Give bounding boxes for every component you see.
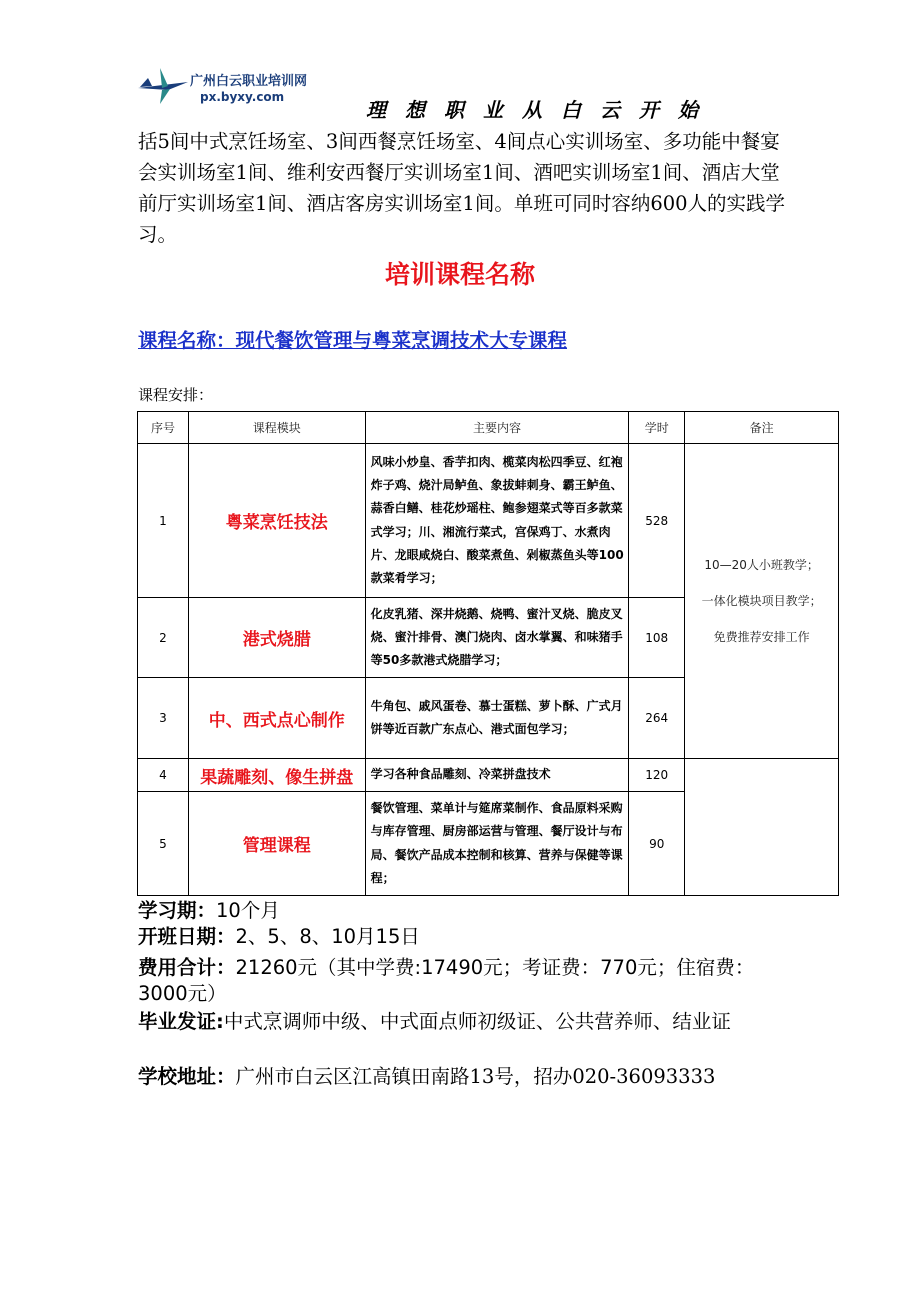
row-content: 牛角包、戚风蛋卷、慕士蛋糕、萝卜酥、广式月饼等近百款广东点心、港式面包学习； (365, 678, 629, 759)
logo-name: 广州白云职业培训网 (190, 74, 308, 89)
row-hours: 264 (629, 678, 685, 759)
notes-empty-cell (685, 759, 839, 896)
header-notes: 备注 (685, 412, 839, 444)
fee-label: 费用合计： (138, 956, 236, 979)
header-content: 主要内容 (365, 412, 629, 444)
row-no: 4 (138, 759, 189, 792)
row-hours: 120 (629, 759, 685, 792)
row-no: 3 (138, 678, 189, 759)
table-row (138, 444, 839, 598)
course-name-link[interactable]: 课程名称：现代餐饮管理与粤菜烹调技术大专课程 (138, 329, 568, 352)
header-module: 课程模块 (188, 412, 365, 444)
period-label: 学习期： (138, 899, 217, 922)
row-no: 5 (138, 792, 189, 896)
row-hours: 528 (629, 444, 685, 598)
note-item: 一体化模块项目教学； (701, 594, 822, 608)
row-content: 化皮乳猪、深井烧鹅、烧鸭、蜜汁叉烧、脆皮叉烧、蜜汁排骨、澳门烧肉、卤水掌翼、和味猪手等50多款港式烧腊学习； (365, 598, 629, 678)
cert-label: 毕业发证: (138, 1010, 224, 1033)
row-module: 港式烧腊 (188, 598, 365, 678)
table-row (138, 759, 839, 792)
info-fee (138, 955, 788, 1007)
row-no: 2 (138, 598, 189, 678)
note-item: 免费推荐安排工作 (713, 630, 810, 644)
schedule-label: 课程安排： (138, 386, 214, 404)
header (138, 64, 778, 124)
cert-value: 中式烹调师中级、中式面点师初级证、公共营养师、结业证 (223, 1010, 731, 1033)
info-start-date (138, 924, 788, 950)
row-content: 风味小炒皇、香芋扣肉、榄菜肉松四季豆、红袍炸子鸡、烧汁局鲈鱼、象拔蚌刺身、霸王鲈鱼、蒜香白鳝、桂花炒瑶柱、鲍参翅菜式等百多款菜式学习；川、湘流行菜式，宫保鸡丁、水煮肉片、龙眼咸烧白、酸菜煮鱼、剁椒蒸鱼头等100款菜肴学习； (365, 444, 629, 598)
note-item: 10—20人小班教学； (704, 558, 819, 572)
schedule-table (137, 411, 839, 896)
info-certificate (138, 1009, 788, 1035)
row-hours: 108 (629, 598, 685, 678)
row-module: 中、西式点心制作 (188, 678, 365, 759)
fee-value: 21260元（其中学费:17490元；考证费：770元；住宿费：3000元） (138, 956, 755, 1005)
row-no: 1 (138, 444, 189, 598)
row-module: 管理课程 (188, 792, 365, 896)
period-value: 10个月 (216, 899, 280, 922)
info-address (138, 1064, 788, 1090)
table-header-row (138, 412, 839, 444)
row-module: 果蔬雕刻、像生拼盘 (188, 759, 365, 792)
addr-value: 广州市白云区江高镇田南路13号，招办020-36093333 (235, 1065, 716, 1088)
row-content: 学习各种食品雕刻、冷菜拼盘技术 (365, 759, 629, 792)
info-period (138, 898, 788, 924)
intro-paragraph: 括5间中式烹饪场室、3间西餐烹饪场室、4间点心实训场室、多功能中餐宴会实训场室1间、维利安西餐厅实训场室1间、酒吧实训场室1间、酒店大堂前厅实训场室1间、酒店客房实训场室1间。单班可同时容纳600人的实践学习。 (138, 130, 786, 246)
header-hours: 学时 (629, 412, 685, 444)
start-label: 开班日期： (138, 925, 236, 948)
addr-label: 学校地址： (138, 1065, 236, 1088)
logo-plane-icon (138, 68, 190, 104)
notes-cell (685, 444, 839, 759)
section-title: 培训课程名称 (384, 260, 535, 289)
start-value: 2、5、8、10月15日 (235, 925, 420, 948)
slogan: 理想职业从白云开始 (366, 98, 717, 122)
logo-url: px.byxy.com (200, 90, 285, 104)
header-no: 序号 (138, 412, 189, 444)
row-hours: 90 (629, 792, 685, 896)
row-module: 粤菜烹饪技法 (188, 444, 365, 598)
row-content: 餐饮管理、菜单计与筵席菜制作、食品原料采购与库存管理、厨房部运营与管理、餐厅设计与布局、餐饮产品成本控制和核算、营养与保健等课程； (365, 792, 629, 896)
